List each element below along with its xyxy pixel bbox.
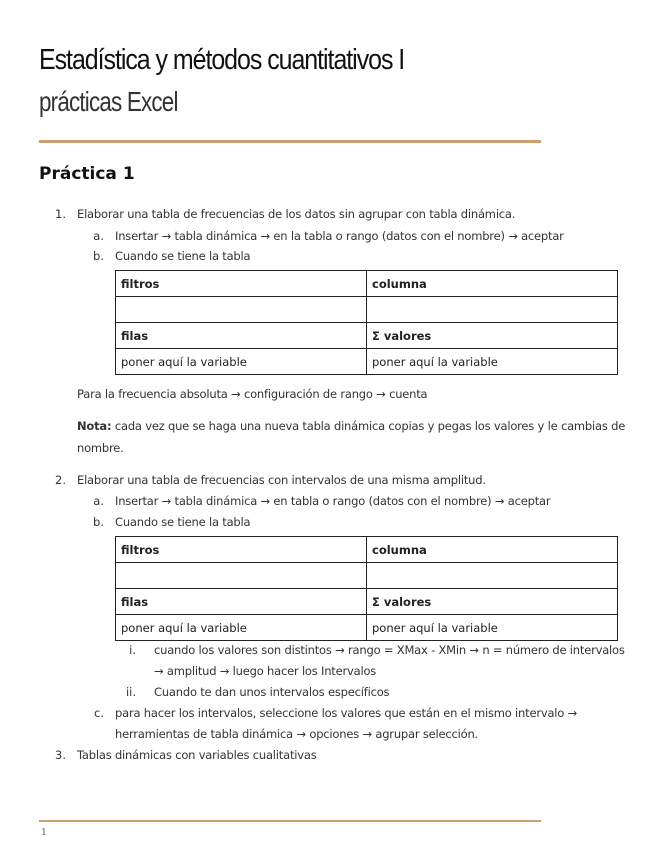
item-2b-text: Cuando se tiene la tabla bbox=[115, 515, 251, 529]
item-2bi-text-continued: → amplitud → luego hacer los Intervalos bbox=[154, 664, 377, 678]
item-3-number: 3. bbox=[55, 748, 66, 762]
cell-filas: filas bbox=[116, 323, 367, 349]
cell-columna: columna bbox=[367, 271, 618, 297]
pivot-layout-table-2 bbox=[115, 536, 618, 641]
cell-empty bbox=[367, 563, 618, 589]
nota-label: Nota: bbox=[77, 419, 112, 433]
item-1-number: 1. bbox=[55, 207, 66, 221]
item-2c-text-continued: herramientas de tabla dinámica → opciones → agrupar selección. bbox=[115, 727, 479, 741]
item-2bi-text: cuando los valores son distintos → rango = XMax - XMin → n = número de intervalos bbox=[154, 643, 625, 657]
cell-columna: columna bbox=[367, 537, 618, 563]
item-1a-letter: a. bbox=[93, 229, 104, 243]
cell-filas: filas bbox=[116, 589, 367, 615]
cell-filas-value: poner aquí la variable bbox=[116, 349, 367, 375]
page-number: 1 bbox=[41, 826, 47, 838]
item-1b-text: Cuando se tiene la tabla bbox=[115, 249, 251, 263]
cell-valores: Σ valores bbox=[367, 589, 618, 615]
document-subtitle: prácticas Excel bbox=[39, 86, 178, 117]
document-title: Estadística y métodos cuantitativos I bbox=[39, 44, 405, 76]
nota-text: cada vez que se haga una nueva tabla dinámica copias y pegas los valores y le cambias de bbox=[111, 419, 626, 433]
item-2b-letter: b. bbox=[93, 515, 104, 529]
cell-empty bbox=[116, 297, 367, 323]
item-3-text: Tablas dinámicas con variables cualitativas bbox=[77, 748, 317, 762]
cell-valores-value: poner aquí la variable bbox=[367, 615, 618, 641]
item-2a-letter: a. bbox=[93, 494, 104, 508]
pivot-layout-table-1 bbox=[115, 270, 618, 375]
item-1a-text: Insertar → tabla dinámica → en la tabla o rango (datos con el nombre) → aceptar bbox=[115, 229, 564, 243]
item-2-number: 2. bbox=[55, 473, 66, 487]
item-1b-letter: b. bbox=[93, 249, 104, 263]
item-2-text: Elaborar una tabla de frecuencias con intervalos de una misma amplitud. bbox=[77, 473, 486, 487]
item-1-text: Elaborar una tabla de frecuencias de los datos sin agrupar con tabla dinámica. bbox=[77, 207, 516, 221]
item-2bii-numeral: ii. bbox=[125, 685, 136, 699]
cell-valores: Σ valores bbox=[367, 323, 618, 349]
cell-filtros: filtros bbox=[116, 271, 367, 297]
header-rule bbox=[39, 140, 541, 143]
frequency-note: Para la frecuencia absoluta → configuración de rango → cuenta bbox=[77, 387, 428, 401]
nota-text-continued: nombre. bbox=[77, 441, 124, 455]
item-2c-text: para hacer los intervalos, seleccione los valores que están en el mismo intervalo → bbox=[115, 706, 578, 720]
cell-filtros: filtros bbox=[116, 537, 367, 563]
section-heading: Práctica 1 bbox=[39, 164, 135, 184]
cell-empty bbox=[116, 563, 367, 589]
nota-paragraph bbox=[77, 419, 625, 433]
footer-rule bbox=[39, 820, 541, 822]
item-2bii-text: Cuando te dan unos intervalos específicos bbox=[154, 685, 390, 699]
cell-filas-value: poner aquí la variable bbox=[116, 615, 367, 641]
cell-empty bbox=[367, 297, 618, 323]
item-2bi-numeral: i. bbox=[129, 643, 136, 657]
item-2c-letter: c. bbox=[94, 706, 104, 720]
item-2a-text: Insertar → tabla dinámica → en tabla o rango (datos con el nombre) → aceptar bbox=[115, 494, 551, 508]
cell-valores-value: poner aquí la variable bbox=[367, 349, 618, 375]
